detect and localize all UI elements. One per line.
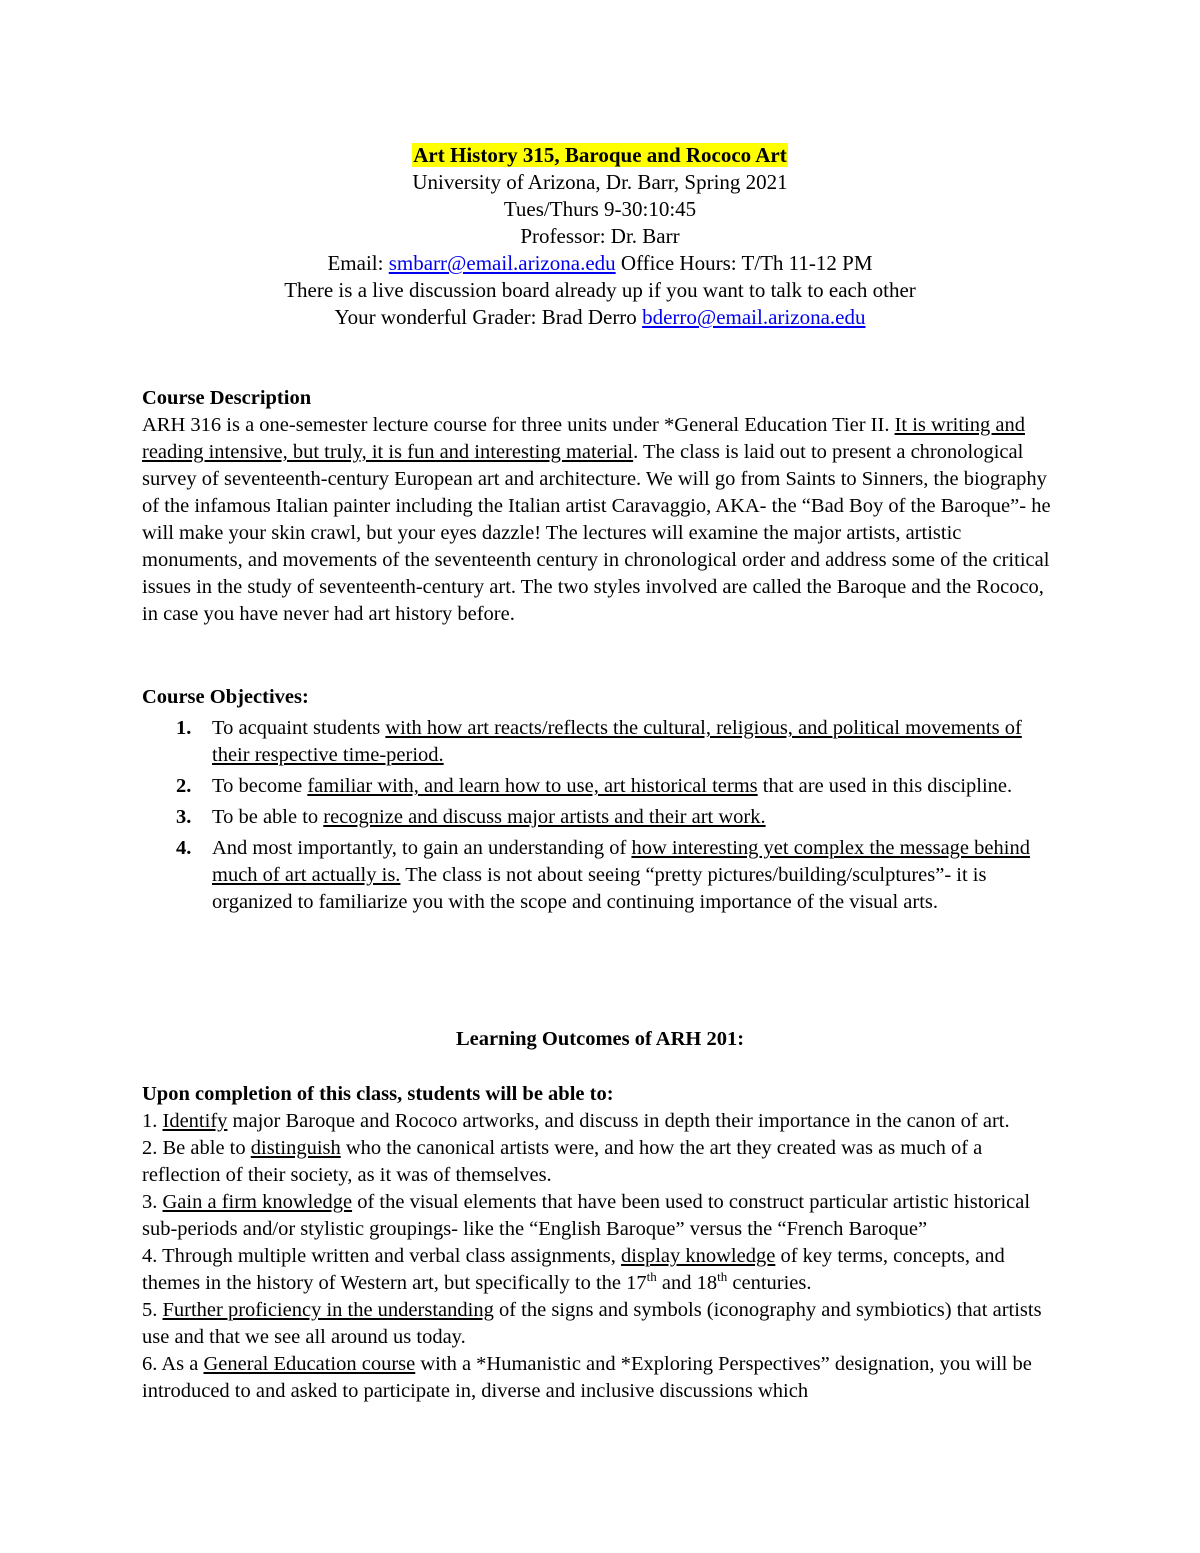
- list-item: 3. Gain a firm knowledge of the visual elements that have been used to construct particular artistic historical sub-periods and/or stylistic groupings- like the “English Baroque” versus the “French Baroque”: [142, 1191, 1031, 1240]
- course-description-section: [142, 385, 1054, 628]
- university-line: University of Arizona, Dr. Barr, Spring 2021: [412, 170, 788, 194]
- discussion-board-line: There is a live discussion board already up if you want to talk to each other: [284, 278, 916, 302]
- schedule-line: Tues/Thurs 9-30:10:45: [503, 197, 697, 221]
- list-item: 4. And most importantly, to gain an understanding of how interesting yet complex the message behind much of art actually is. The class is not about seeing “pretty pictures/building/sculptures”- it is organized to familiarize you with the scope and continuing importance of the visual arts.: [176, 837, 1030, 913]
- list-item: 6. As a General Education course with a *Humanistic and *Exploring Perspectives” designation, you will be introduced to and asked to participate in, diverse and inclusive discussions which: [142, 1353, 1032, 1402]
- grader-line: [0, 304, 1200, 331]
- contact-line: [0, 250, 1200, 277]
- list-item: 1. Identify major Baroque and Rococo artworks, and discuss in depth their importance in the canon of art.: [142, 1110, 1010, 1132]
- description-underlined: It is writing and reading intensive, but truly, it is fun and interesting material: [142, 414, 1025, 463]
- email-label: Email:: [327, 251, 389, 275]
- outcomes-intro: Upon completion of this class, students will be able to:: [142, 1083, 614, 1105]
- list-item: 5. Further proficiency in the understanding of the signs and symbols (iconography and symbiotics) that artists use and that we see all around us today.: [142, 1299, 1042, 1348]
- list-item: 4. Through multiple written and verbal class assignments, display knowledge of key terms, concepts, and themes in the history of Western art, but specifically to the 17th and 18th centuries.: [142, 1245, 1005, 1294]
- course-objectives-heading: Course Objectives:: [142, 686, 309, 708]
- learning-outcomes-section: [142, 1081, 1054, 1405]
- list-item: 1. To acquaint students with how art reacts/reflects the cultural, religious, and political movements of their respective time-period.: [176, 717, 1022, 766]
- grader-email-link[interactable]: bderro@email.arizona.edu: [642, 305, 866, 329]
- list-item: 3. To be able to recognize and discuss major artists and their art work.: [176, 806, 766, 828]
- professor-email-link[interactable]: smbarr@email.arizona.edu: [388, 251, 616, 275]
- learning-outcomes-title: Learning Outcomes of ARH 201:: [455, 1028, 745, 1050]
- professor-line: Professor: Dr. Barr: [520, 224, 680, 248]
- objectives-list: [142, 715, 1054, 916]
- list-item: 2. To become familiar with, and learn how to use, art historical terms that are used in this discipline.: [176, 775, 1013, 797]
- office-hours: Office Hours: T/Th 11-12 PM: [615, 251, 873, 275]
- course-title: Art History 315, Baroque and Rococo Art: [413, 143, 787, 167]
- list-item: 2. Be able to distinguish who the canonical artists were, and how the art they created was as much of a reflection of their society, as it was of themselves.: [142, 1137, 983, 1186]
- grader-label: Your wonderful Grader: Brad Derro: [334, 305, 643, 329]
- course-objectives-section: [142, 684, 1054, 916]
- course-description-heading: Course Description: [142, 387, 312, 409]
- course-description-text: ARH 316 is a one-semester lecture course for three units under *General Education Tier II. It is writing and reading intensive, but truly, it is fun and interesting material. The class is laid out to present a chronological survey of seventeenth-century European art and architecture. We will go from Saints to Sinners, the biography of the infamous Italian painter including the Italian artist Caravaggio, AKA- the “Bad Boy of the Baroque”- he will make your skin crawl, but your eyes dazzle! The lectures will examine the major artists, artistic monuments, and movements of the seventeenth century in chronological order and address some of the critical issues in the study of seventeenth-century art. The two styles involved are called the Baroque and the Rococo, in case you have never had art history before.: [142, 414, 1051, 625]
- course-header: [0, 142, 1200, 331]
